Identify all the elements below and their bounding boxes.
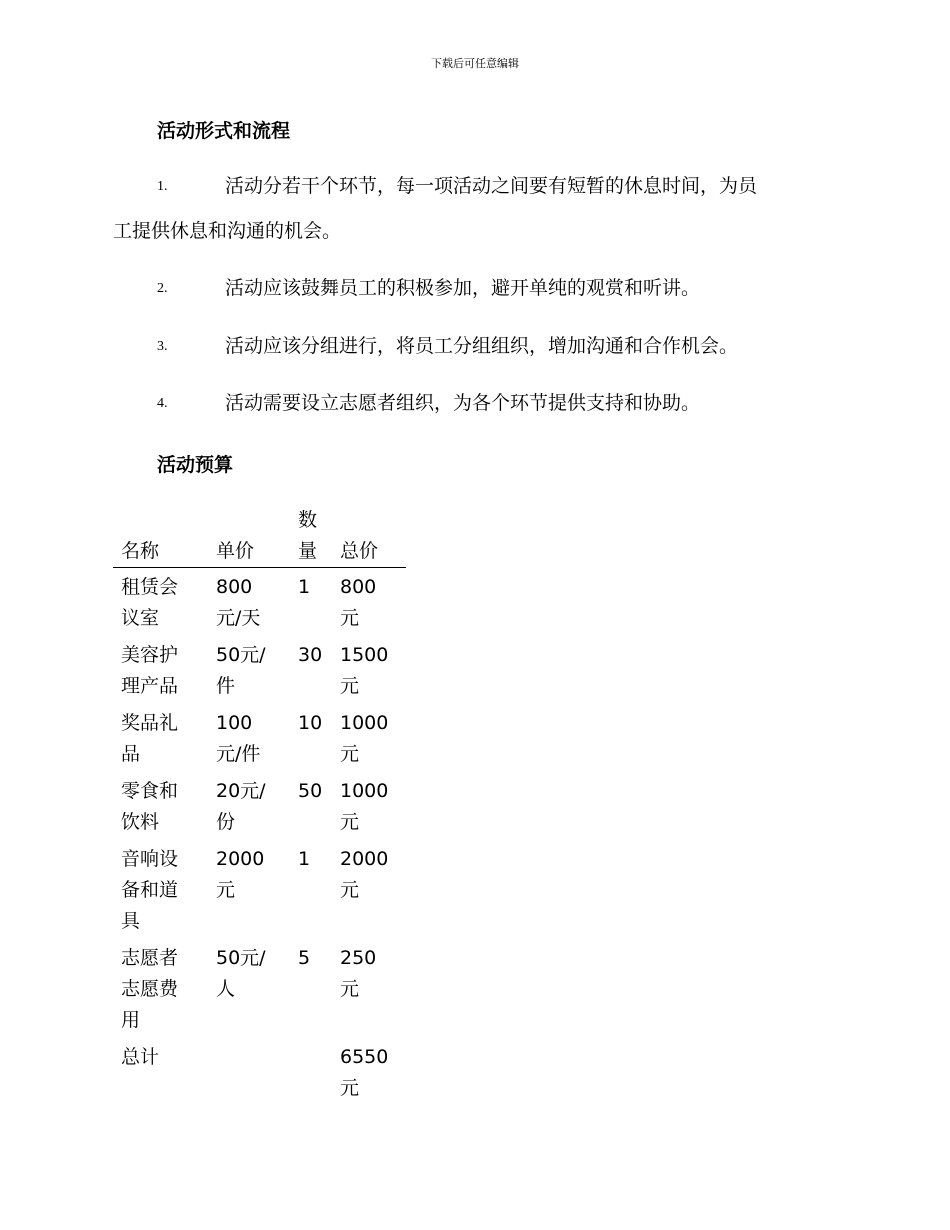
cell-price: 50元/件 xyxy=(216,644,266,697)
list-item-text-line1: 活动分若干个环节，每一项活动之间要有短暂的休息时间，为员 xyxy=(225,175,758,197)
cell-total: 800元 xyxy=(340,576,377,629)
header-qty: 数量 xyxy=(298,505,340,568)
header-total: 总价 xyxy=(340,505,406,568)
cell-qty: 1 xyxy=(298,848,311,870)
section-title-budget: 活动预算 xyxy=(157,454,234,476)
list-item-3 xyxy=(113,324,838,369)
table-row xyxy=(113,840,406,939)
list-item-number: 3. xyxy=(157,339,168,354)
list-item-text-line1: 活动需要设立志愿者组织，为各个环节提供支持和协助。 xyxy=(225,392,701,414)
list-item-number: 2. xyxy=(157,281,168,296)
cell-name: 志愿者志愿费用 xyxy=(121,947,179,1031)
list-item-1 xyxy=(113,164,838,254)
list-item-4 xyxy=(113,381,838,426)
cell-name: 音响设备和道具 xyxy=(121,848,179,932)
cell-price: 20元/份 xyxy=(216,780,266,833)
cell-price: 100元/件 xyxy=(216,712,261,765)
table-row-total xyxy=(113,1038,406,1106)
cell-qty: 10 xyxy=(298,712,323,734)
cell-name: 零食和饮料 xyxy=(121,780,179,833)
cell-name: 美容护理产品 xyxy=(121,644,179,697)
cell-qty: 50 xyxy=(298,780,323,802)
cell-total: 1000元 xyxy=(340,712,389,765)
cell-price: 50元/人 xyxy=(216,947,266,1000)
list-item-number: 4. xyxy=(157,396,168,411)
list-item-2 xyxy=(113,266,838,311)
budget-table xyxy=(113,505,406,1106)
cell-name: 总计 xyxy=(121,1046,160,1068)
list-item-text-line1: 活动应该分组进行，将员工分组组织，增加沟通和合作机会。 xyxy=(225,335,739,357)
cell-total: 1000元 xyxy=(340,780,389,833)
list-item-text-line2: 工提供休息和沟通的机会。 xyxy=(113,220,342,242)
cell-total: 6550元 xyxy=(340,1046,389,1099)
list-item-text-line1: 活动应该鼓舞员工的积极参加，避开单纯的观赏和听讲。 xyxy=(225,277,701,299)
cell-qty: 5 xyxy=(298,947,311,969)
list-item-number: 1. xyxy=(157,179,168,194)
section-title-activity-format: 活动形式和流程 xyxy=(157,120,291,142)
cell-qty: 30 xyxy=(298,644,323,666)
table-row xyxy=(113,939,406,1038)
table-row xyxy=(113,568,406,637)
table-row xyxy=(113,772,406,840)
cell-name: 奖品礼品 xyxy=(121,712,179,765)
cell-qty xyxy=(298,1038,340,1106)
cell-price: 800元/天 xyxy=(216,576,261,629)
page-header-note: 下载后可任意编辑 xyxy=(431,57,519,70)
cell-name: 租赁会议室 xyxy=(121,576,179,629)
cell-total: 1500元 xyxy=(340,644,389,697)
cell-total: 250元 xyxy=(340,947,377,1000)
cell-price xyxy=(216,1038,298,1106)
cell-price: 2000元 xyxy=(216,848,265,901)
header-name: 名称 xyxy=(113,505,216,568)
cell-total: 2000元 xyxy=(340,848,389,901)
table-header-row xyxy=(113,505,406,568)
table-row xyxy=(113,704,406,772)
header-price: 单价 xyxy=(216,505,298,568)
table-row xyxy=(113,636,406,704)
cell-qty: 1 xyxy=(298,576,311,598)
